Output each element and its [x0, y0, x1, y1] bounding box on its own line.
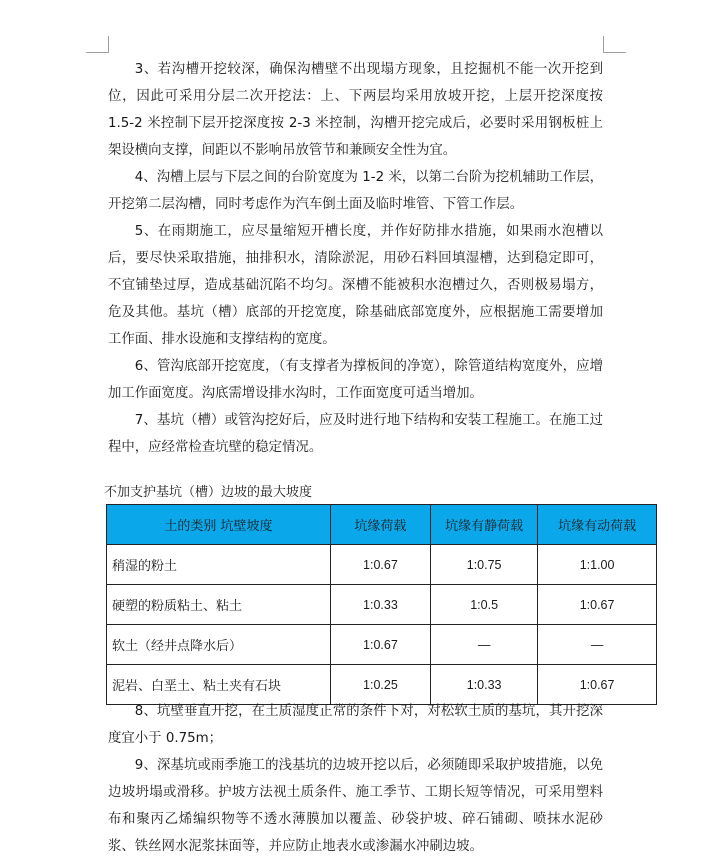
- table-row: [107, 545, 657, 585]
- table-row: [107, 625, 657, 665]
- cell-value: 1:0.67: [330, 545, 430, 585]
- cell-value: —: [431, 625, 538, 665]
- header-edge-load: 坑缘荷载: [330, 505, 430, 545]
- document-page: [108, 56, 603, 461]
- paragraph-4: 4、沟槽上层与下层之间的台阶宽度为 1-2 米，以第二台阶为挖机辅助工作层，开挖第二层沟槽，同时考虑作为汽车倒土面及临时堆管、下管工作层。: [108, 170, 603, 212]
- paragraph-7: 7、基坑（槽）或管沟挖好后，应及时进行地下结构和安装工程施工。在施工过程中，应经常检查坑壁的稳定情况。: [108, 413, 603, 455]
- cell-value: 1:0.67: [538, 585, 657, 625]
- cell-soil: 泥岩、白垩土、粘土夹有石块: [107, 665, 331, 705]
- table-block: [106, 482, 657, 705]
- cell-value: 1:1.00: [538, 545, 657, 585]
- cell-value: 1:0.33: [431, 665, 538, 705]
- paragraph-6: 6、管沟底部开挖宽度，（有支撑者为撑板间的净宽），除管道结构宽度外，应增加工作面宽度。沟底需增设排水沟时，工作面宽度可适当增加。: [108, 359, 603, 401]
- paragraph-8: 8、坑壁垂直开挖，在土质湿度正常的条件下对，对松软土质的基坑，其开挖深度宜小于 0.75m；: [108, 704, 603, 746]
- cell-value: 1:0.75: [431, 545, 538, 585]
- cell-value: 1:0.67: [330, 625, 430, 665]
- page-corner-mark-right: [603, 36, 626, 53]
- header-dynamic-load: 坑缘有动荷载: [538, 505, 657, 545]
- header-static-load: 坑缘有静荷载: [431, 505, 538, 545]
- table-row: [107, 585, 657, 625]
- cell-value: —: [538, 625, 657, 665]
- cell-value: 1:0.5: [431, 585, 538, 625]
- document-page-continued: [108, 698, 603, 860]
- page-corner-mark-left: [86, 36, 109, 53]
- paragraph-9: 9、深基坑或雨季施工的浅基坑的边坡开挖以后，必须随即采取护坡措施，以免边坡坍塌或滑移。护坡方法视土质条件、施工季节、工期长短等情况，可采用塑料布和聚丙乙烯编织物等不透水薄膜加以覆盖、砂袋护坡、碎石铺砌、喷抹水泥砂浆、铁丝网水泥浆抹面等，并应防止地表水或渗漏水冲刷边坡。: [108, 758, 603, 854]
- table-header-row: [107, 505, 657, 545]
- slope-table: [106, 504, 657, 705]
- header-soil-type: 土的类别 坑壁坡度: [107, 505, 331, 545]
- cell-value: 1:0.25: [330, 665, 430, 705]
- paragraph-3: 3、若沟槽开挖较深，确保沟槽壁不出现塌方现象，且挖掘机不能一次开挖到位，因此可采用分层二次开挖法：上、下两层均采用放坡开挖，上层开挖深度按 1.5-2 米控制下层开挖深度按 2-3 米控制，沟槽开挖完成后，必要时采用钢板桩上架设横向支撑，间距以不影响吊放管节和兼顾安全性为宜。: [108, 62, 603, 158]
- cell-soil: 硬塑的粉质粘土、粘土: [107, 585, 331, 625]
- cell-value: 1:0.67: [538, 665, 657, 705]
- table-caption: 不加支护基坑（槽）边坡的最大坡度: [104, 485, 313, 500]
- cell-soil: 稍湿的粉土: [107, 545, 331, 585]
- cell-value: 1:0.33: [330, 585, 430, 625]
- paragraph-5: 5、在雨期施工，应尽量缩短开槽长度，并作好防排水措施，如果雨水泡槽以后，要尽快采取措施，抽排积水，清除淤泥，用砂石料回填湿槽，达到稳定即可，不宜铺垫过厚，造成基础沉陷不均匀。深槽不能被积水泡槽过久，否则极易塌方，危及其他。基坑（槽）底部的开挖宽度，除基础底部宽度外，应根据施工需要增加工作面、排水设施和支撑结构的宽度。: [108, 224, 603, 347]
- cell-soil: 软土（经井点降水后）: [107, 625, 331, 665]
